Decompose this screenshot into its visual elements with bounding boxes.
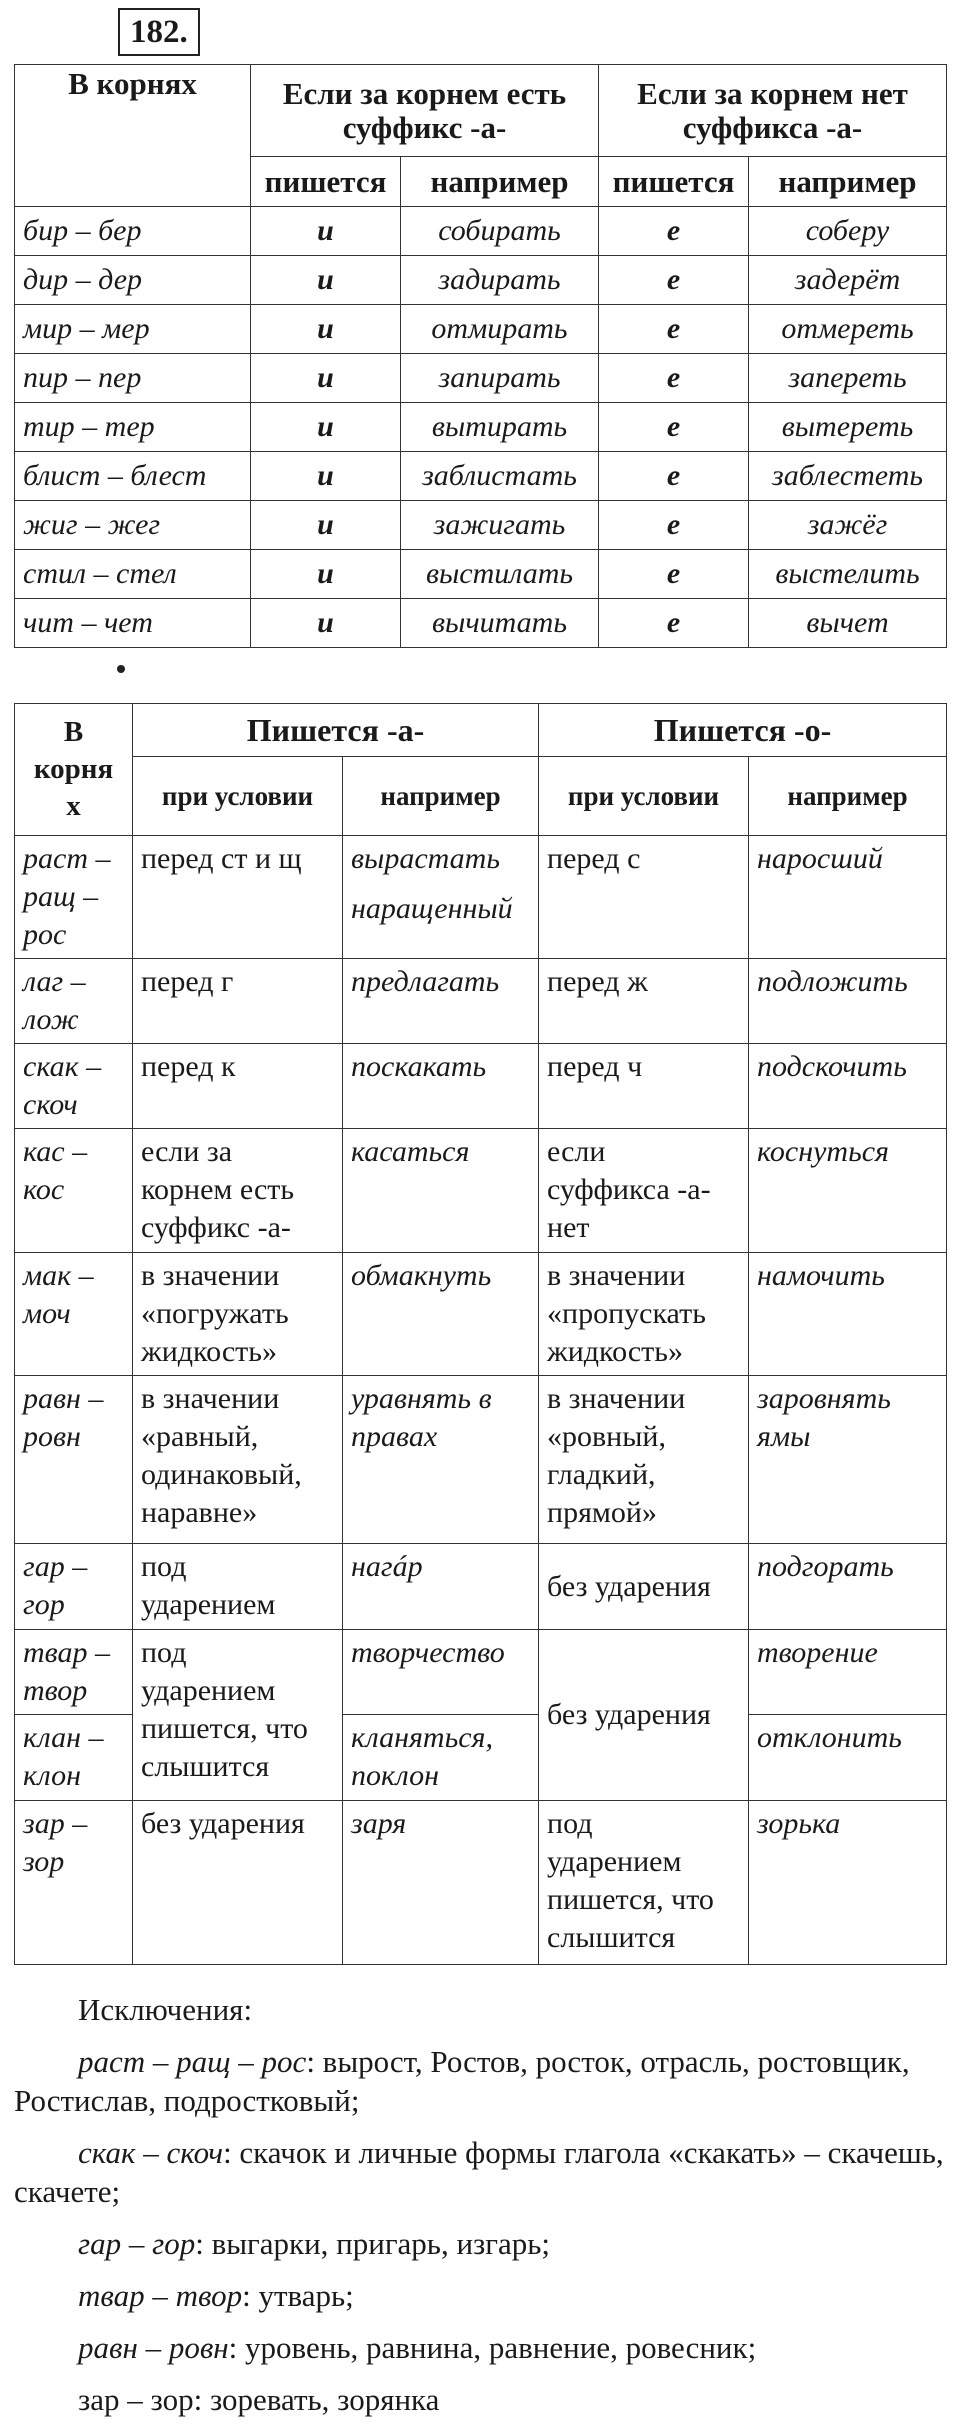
- example-cell: зажигать: [401, 501, 599, 550]
- example-cell: зорька: [749, 1801, 947, 1965]
- exception-item: раст – ращ – рос: вырост, Ростов, росток, отрасль, ростовщик, Ростислав, подростковый;: [14, 2044, 910, 2118]
- vowel-cell: е: [599, 207, 749, 256]
- example-cell: обмакнуть: [343, 1253, 539, 1376]
- example-cell: вырастать наращенный: [343, 836, 539, 959]
- exception-item: гар – гор: выгарки, пригарь, изгарь;: [78, 2226, 551, 2261]
- example-cell: вычитать: [401, 599, 599, 648]
- header-without-suffix: Если за корнем нет суффикса -а-: [599, 65, 947, 157]
- root-cell: равн – ровн: [15, 1376, 133, 1544]
- condition-cell: без ударения: [539, 1544, 749, 1630]
- root-cell: гар – гор: [15, 1544, 133, 1630]
- table-row: [15, 1544, 947, 1630]
- vowel-cell: е: [599, 501, 749, 550]
- root-cell: мир – мер: [15, 305, 251, 354]
- example-cell: подгорать: [749, 1544, 947, 1630]
- vowel-cell: и: [251, 550, 401, 599]
- example-cell: нагáр: [343, 1544, 539, 1630]
- condition-cell: перед к: [133, 1044, 343, 1129]
- header-example: например: [401, 157, 599, 207]
- example-cell: задерёт: [749, 256, 947, 305]
- table-row: [15, 1044, 947, 1129]
- root-cell: зар – зор: [15, 1801, 133, 1965]
- root-cell: скак – скоч: [15, 1044, 133, 1129]
- vowel-cell: е: [599, 305, 749, 354]
- example-cell: задирать: [401, 256, 599, 305]
- header-written: пишется: [251, 157, 401, 207]
- root-cell: блист – блест: [15, 452, 251, 501]
- root-cell: чит – чет: [15, 599, 251, 648]
- example-cell: вычет: [749, 599, 947, 648]
- vowel-cell: и: [251, 256, 401, 305]
- condition-cell: в значении «равный, одинаковый, наравне»: [133, 1376, 343, 1544]
- table-row: [15, 256, 947, 305]
- root-cell: тир – тер: [15, 403, 251, 452]
- example-cell: подложить: [749, 959, 947, 1044]
- vowel-cell: и: [251, 599, 401, 648]
- condition-cell: под ударением пишется, что слышится: [539, 1801, 749, 1965]
- table-row: [15, 1630, 947, 1715]
- example-cell: заря: [343, 1801, 539, 1965]
- example-cell: зажёг: [749, 501, 947, 550]
- condition-cell: если суффикса -а- нет: [539, 1129, 749, 1253]
- bullet-dot: [117, 665, 125, 673]
- header-example: например: [343, 757, 539, 836]
- vowel-cell: и: [251, 207, 401, 256]
- example-cell: намочить: [749, 1253, 947, 1376]
- example-cell: коснуться: [749, 1129, 947, 1253]
- root-cell: клан – клон: [15, 1715, 133, 1801]
- example-cell: отмирать: [401, 305, 599, 354]
- vowel-cell: и: [251, 501, 401, 550]
- vowel-cell: и: [251, 354, 401, 403]
- root-cell: раст – ращ – рос: [15, 836, 133, 959]
- condition-cell: перед г: [133, 959, 343, 1044]
- vowel-cell: е: [599, 403, 749, 452]
- header-with-suffix: Если за корнем есть суффикс -а-: [251, 65, 599, 157]
- example-cell: выстелить: [749, 550, 947, 599]
- header-condition: при условии: [539, 757, 749, 836]
- condition-cell: если за корнем есть суффикс -а-: [133, 1129, 343, 1253]
- table-row: [15, 836, 947, 959]
- condition-cell: перед с: [539, 836, 749, 959]
- condition-cell: под ударением: [133, 1544, 343, 1630]
- table-row: [15, 207, 947, 256]
- condition-cell: в значении «погружать жидкость»: [133, 1253, 343, 1376]
- example-cell: запирать: [401, 354, 599, 403]
- vowel-cell: е: [599, 354, 749, 403]
- table-row: [15, 1801, 947, 1965]
- example-cell: заблистать: [401, 452, 599, 501]
- header-example: например: [749, 757, 947, 836]
- root-cell: жиг – жег: [15, 501, 251, 550]
- example-cell: запереть: [749, 354, 947, 403]
- table-row: [15, 403, 947, 452]
- vowel-cell: е: [599, 256, 749, 305]
- vowel-cell: е: [599, 452, 749, 501]
- exception-item: равн – ровн: уровень, равнина, равнение, ровесник;: [78, 2330, 757, 2365]
- example-cell: творчество: [343, 1630, 539, 1715]
- table-row: [15, 305, 947, 354]
- example-cell: творение: [749, 1630, 947, 1715]
- header-example: например: [749, 157, 947, 207]
- example-cell: отклонить: [749, 1715, 947, 1801]
- condition-cell: перед ж: [539, 959, 749, 1044]
- table-row: [15, 452, 947, 501]
- vowel-cell: и: [251, 305, 401, 354]
- exception-item: твар – твор: утварь;: [78, 2278, 354, 2313]
- example-cell: поскакать: [343, 1044, 539, 1129]
- table-row: [15, 1376, 947, 1544]
- example-cell: соберу: [749, 207, 947, 256]
- example-cell: предлагать: [343, 959, 539, 1044]
- table-row: [15, 1253, 947, 1376]
- exercise-number: 182.: [118, 8, 200, 56]
- condition-cell: в значении «ровный, гладкий, прямой»: [539, 1376, 749, 1544]
- vowel-cell: е: [599, 550, 749, 599]
- example-cell: касаться: [343, 1129, 539, 1253]
- table-row: [15, 1129, 947, 1253]
- root-cell: лаг – лож: [15, 959, 133, 1044]
- condition-cell: перед ст и щ: [133, 836, 343, 959]
- example-cell: наросший: [749, 836, 947, 959]
- exceptions-title: Исключения:: [78, 1992, 253, 2027]
- exception-item: скак – скоч: скачок и личные формы глагола «скакать» – скачешь, скачете;: [14, 2135, 944, 2209]
- example-cell: заблестеть: [749, 452, 947, 501]
- table-row: [15, 501, 947, 550]
- root-cell: кас – кос: [15, 1129, 133, 1253]
- header-written: пишется: [599, 157, 749, 207]
- table-row: [15, 959, 947, 1044]
- table-row: [15, 550, 947, 599]
- header-roots: В корнях: [15, 65, 251, 207]
- root-cell: бир – бер: [15, 207, 251, 256]
- exceptions-section: [14, 1990, 946, 2432]
- example-cell: отмереть: [749, 305, 947, 354]
- example-cell: выстилать: [401, 550, 599, 599]
- header-written-a: Пишется -а-: [133, 704, 539, 757]
- root-cell: пир – пер: [15, 354, 251, 403]
- example-cell: вытереть: [749, 403, 947, 452]
- condition-cell: без ударения: [133, 1801, 343, 1965]
- example-cell: собирать: [401, 207, 599, 256]
- table-row: [15, 599, 947, 648]
- vowel-cell: и: [251, 403, 401, 452]
- example-cell: кланяться, поклон: [343, 1715, 539, 1801]
- root-cell: стил – стел: [15, 550, 251, 599]
- root-cell: твар – твор: [15, 1630, 133, 1715]
- vowel-cell: и: [251, 452, 401, 501]
- root-cell: мак – моч: [15, 1253, 133, 1376]
- header-condition: при условии: [133, 757, 343, 836]
- example-cell: подскочить: [749, 1044, 947, 1129]
- header-written-o: Пишется -о-: [539, 704, 947, 757]
- example-cell: заровнять ямы: [749, 1376, 947, 1544]
- exception-item: зар – зор: зоревать, зорянка: [78, 2382, 440, 2417]
- a-o-alternation-table: [14, 703, 947, 1965]
- example-cell: уравнять в правах: [343, 1376, 539, 1544]
- example-cell: вытирать: [401, 403, 599, 452]
- vowel-cell: е: [599, 599, 749, 648]
- condition-cell: в значении «пропускать жидкость»: [539, 1253, 749, 1376]
- root-cell: дир – дер: [15, 256, 251, 305]
- condition-cell: без ударения: [539, 1630, 749, 1801]
- vowel-alternation-table: [14, 64, 947, 648]
- condition-cell: перед ч: [539, 1044, 749, 1129]
- condition-cell: под ударением пишется, что слышится: [133, 1630, 343, 1801]
- header-roots: В корня х: [15, 704, 133, 836]
- table-row: [15, 354, 947, 403]
